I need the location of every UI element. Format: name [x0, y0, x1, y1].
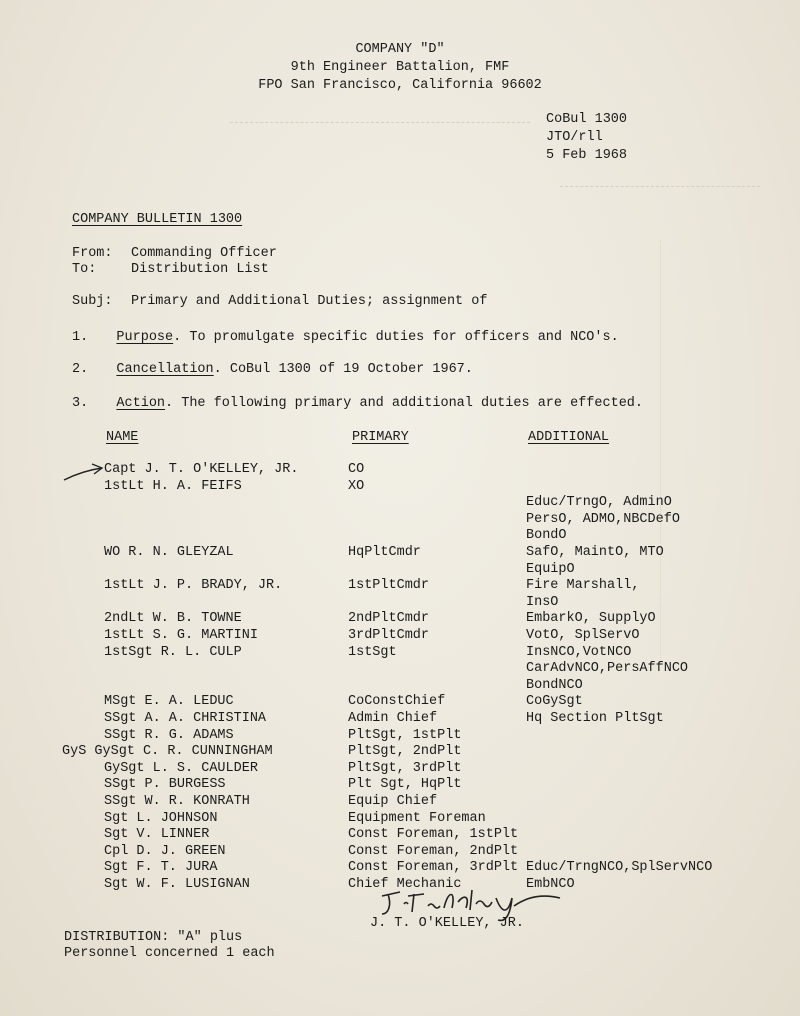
duty-row-name: GyS GySgt C. R. CUNNINGHAM — [62, 744, 273, 759]
ref-bulletin: CoBul 1300 — [546, 112, 628, 127]
duty-row-name: SSgt R. G. ADAMS — [104, 728, 234, 743]
duty-row-additional: Educ/TrngNCO,SplServNCO — [526, 860, 713, 875]
duty-row-name: SSgt P. BURGESS — [104, 777, 226, 792]
duty-row-primary: Plt Sgt, HqPlt — [348, 777, 462, 792]
duty-row-additional: CarAdvNCO,PersAffNCO — [526, 661, 689, 676]
duty-row-name: 1stLt S. G. MARTINI — [104, 628, 258, 643]
para-3 — [72, 396, 643, 412]
duty-row-additional: EmbarkO, SupplyO — [526, 611, 656, 626]
duty-row-primary: Equipment Foreman — [348, 811, 486, 826]
duty-row-name: SSgt A. A. CHRISTINA — [104, 711, 267, 726]
duty-row-primary: Chief Mechanic — [348, 877, 462, 892]
para-1-text: . To promulgate specific duties for officers and NCO's. — [173, 330, 619, 345]
para-3-text: . The following primary and additional duties are effected. — [165, 396, 644, 411]
duty-row-primary: Const Foreman, 2ndPlt — [348, 844, 519, 859]
duty-row-primary: Const Foreman, 3rdPlt — [348, 860, 519, 875]
duty-row-name: 1stSgt R. L. CULP — [104, 645, 242, 660]
duty-row-name: Sgt V. LINNER — [104, 827, 210, 842]
duty-row-additional: InsNCO,VotNCO — [526, 645, 632, 660]
duty-row-name: Sgt L. JOHNSON — [104, 811, 218, 826]
duty-row-primary: PltSgt, 3rdPlt — [348, 761, 462, 776]
duty-row-primary: PltSgt, 1stPlt — [348, 728, 462, 743]
ref-initials: JTO/rll — [546, 130, 603, 145]
para-1 — [72, 330, 619, 346]
duty-row-additional: EquipO — [526, 562, 575, 577]
signature-typed-name: J. T. O'KELLEY, JR. — [370, 916, 524, 931]
para-3-heading: Action — [116, 396, 166, 411]
duty-row-primary: CO — [348, 462, 365, 477]
header-company: COMPANY "D" — [355, 42, 445, 57]
duty-row-name: GySgt L. S. CAULDER — [104, 761, 258, 776]
duty-row-name: 2ndLt W. B. TOWNE — [104, 611, 242, 626]
duty-row-additional: Educ/TrngO, AdminO — [526, 495, 672, 510]
duty-row-name: 1stLt H. A. FEIFS — [104, 479, 242, 494]
duty-row-name: Cpl D. J. GREEN — [104, 844, 226, 859]
para-2-heading: Cancellation — [116, 362, 214, 377]
duty-row-primary: 3rdPltCmdr — [348, 628, 430, 643]
duty-row-primary: PltSgt, 2ndPlt — [348, 744, 462, 759]
bleed-through-mark — [230, 122, 530, 131]
duty-row-additional: SafO, MaintO, MTO — [526, 545, 664, 560]
subj-value: Primary and Additional Duties; assignment of — [131, 294, 488, 309]
duty-row-primary: 1stPltCmdr — [348, 578, 430, 593]
duty-row-primary: XO — [348, 479, 365, 494]
para-2-number: 2. — [72, 362, 89, 377]
distribution-line-2: Personnel concerned 1 each — [64, 946, 275, 961]
duty-row-additional: BondO — [526, 528, 567, 543]
duty-row-primary: 2ndPltCmdr — [348, 611, 430, 626]
column-header-name: NAME — [106, 430, 139, 445]
handwritten-arrow-icon — [62, 462, 106, 484]
duty-row-additional: Fire Marshall, — [526, 578, 640, 593]
bleed-through-mark — [660, 240, 781, 660]
duty-row-name: SSgt W. R. KONRATH — [104, 794, 250, 809]
para-3-number: 3. — [72, 396, 89, 411]
duty-row-primary: 1stSgt — [348, 645, 397, 660]
duty-row-primary: Admin Chief — [348, 711, 438, 726]
header-battalion: 9th Engineer Battalion, FMF — [290, 60, 510, 75]
duty-row-name: Sgt W. F. LUSIGNAN — [104, 877, 250, 892]
from-label: From: — [72, 246, 113, 261]
para-2 — [72, 362, 473, 378]
ref-date: 5 Feb 1968 — [546, 148, 628, 163]
para-1-number: 1. — [72, 330, 89, 345]
distribution-line-1: DISTRIBUTION: "A" plus — [64, 930, 243, 945]
duty-row-primary: CoConstChief — [348, 694, 446, 709]
duty-row-additional: InsO — [526, 595, 559, 610]
duty-row-additional: BondNCO — [526, 678, 583, 693]
bulletin-title: COMPANY BULLETIN 1300 — [72, 212, 243, 227]
duty-row-additional: Hq Section PltSgt — [526, 711, 664, 726]
to-value: Distribution List — [131, 262, 269, 277]
duty-row-name: WO R. N. GLEYZAL — [104, 545, 234, 560]
duty-row-primary: Const Foreman, 1stPlt — [348, 827, 519, 842]
duty-row-name: Sgt F. T. JURA — [104, 860, 218, 875]
bleed-through-mark — [560, 186, 760, 195]
column-header-primary: PRIMARY — [352, 430, 409, 445]
column-header-additional: ADDITIONAL — [528, 430, 610, 445]
from-value: Commanding Officer — [131, 246, 277, 261]
duty-row-name: 1stLt J. P. BRADY, JR. — [104, 578, 283, 593]
subj-label: Subj: — [72, 294, 113, 309]
duty-row-additional: PersO, ADMO,NBCDefO — [526, 512, 680, 527]
para-1-heading: Purpose — [116, 330, 174, 345]
duty-row-primary: Equip Chief — [348, 794, 438, 809]
duty-row-additional: VotO, SplServO — [526, 628, 640, 643]
header-address: FPO San Francisco, California 96602 — [258, 78, 542, 93]
duty-row-name: Capt J. T. O'KELLEY, JR. — [104, 462, 299, 477]
duty-row-additional: CoGySgt — [526, 694, 583, 709]
para-2-text: . CoBul 1300 of 19 October 1967. — [213, 362, 473, 377]
to-label: To: — [72, 262, 97, 277]
duty-row-name: MSgt E. A. LEDUC — [104, 694, 234, 709]
duty-row-primary: HqPltCmdr — [348, 545, 421, 560]
duty-row-additional: EmbNCO — [526, 877, 575, 892]
